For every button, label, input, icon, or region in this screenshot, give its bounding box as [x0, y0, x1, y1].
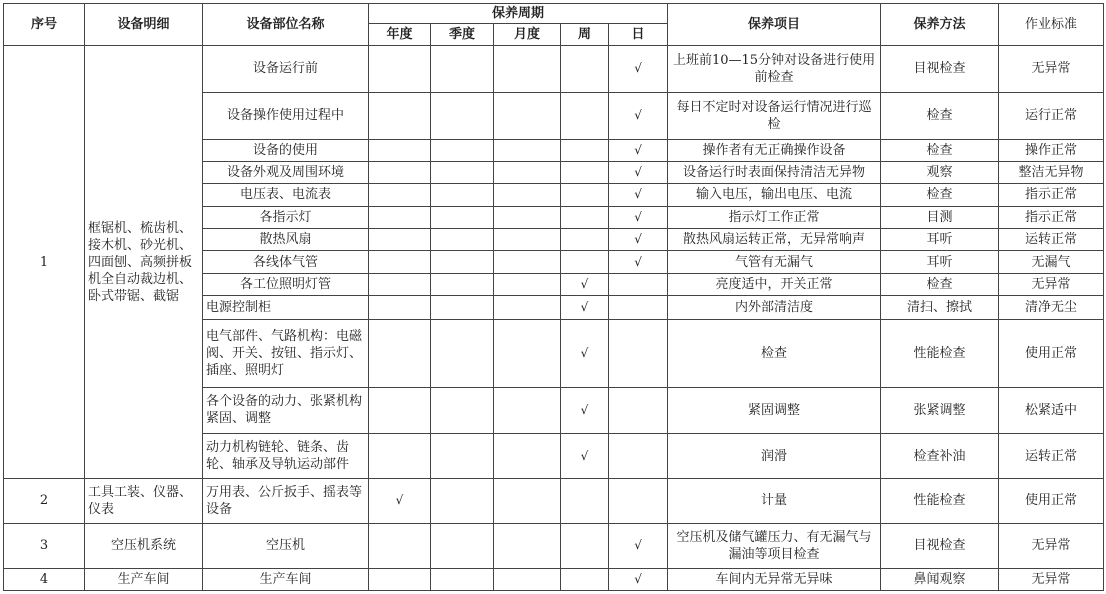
method-cell: 性能检查 — [881, 479, 999, 524]
standard-cell: 无异常 — [999, 568, 1104, 591]
cycle-cell-week — [561, 523, 609, 568]
part-cell: 设备操作使用过程中 — [203, 92, 369, 139]
standard-cell: 无异常 — [999, 46, 1104, 93]
seq-cell: 1 — [4, 46, 85, 479]
cycle-cell-quarter — [431, 273, 494, 295]
seq-cell: 4 — [4, 568, 85, 591]
standard-cell: 运转正常 — [999, 228, 1104, 250]
cycle-cell-day — [609, 434, 668, 479]
item-cell: 输入电压，输出电压、电流 — [668, 184, 881, 206]
cycle-cell-week — [561, 251, 609, 273]
header-cycle-day: 日 — [609, 24, 668, 46]
header-cycle-year: 年度 — [369, 24, 431, 46]
equipment-cell: 工具工装、仪器、仪表 — [85, 479, 203, 524]
header-method: 保养方法 — [881, 4, 999, 46]
seq-cell: 3 — [4, 523, 85, 568]
method-cell: 耳听 — [881, 228, 999, 250]
cycle-cell-quarter — [431, 184, 494, 206]
table-row — [4, 523, 1104, 568]
part-cell: 动力机构链轮、链条、齿轮、轴承及导轨运动部件 — [203, 434, 369, 479]
cycle-cell-quarter — [431, 46, 494, 93]
cycle-cell-year — [369, 184, 431, 206]
cycle-cell-quarter — [431, 92, 494, 139]
cycle-cell-month — [494, 434, 561, 479]
cycle-cell-month — [494, 206, 561, 228]
cycle-cell-month — [494, 251, 561, 273]
header-cycle-month: 月度 — [494, 24, 561, 46]
standard-cell: 运行正常 — [999, 92, 1104, 139]
item-cell: 气管有无漏气 — [668, 251, 881, 273]
method-cell: 目测 — [881, 206, 999, 228]
cycle-cell-month — [494, 139, 561, 161]
cycle-cell-week — [561, 568, 609, 591]
header-equipment: 设备明细 — [85, 4, 203, 46]
part-cell: 万用表、公斤扳手、摇表等设备 — [203, 479, 369, 524]
cycle-cell-day — [609, 273, 668, 295]
header-part: 设备部位名称 — [203, 4, 369, 46]
item-cell: 计量 — [668, 479, 881, 524]
item-cell: 紧固调整 — [668, 387, 881, 434]
cycle-cell-quarter — [431, 228, 494, 250]
standard-cell: 整洁无异物 — [999, 161, 1104, 183]
cycle-cell-week: √ — [561, 273, 609, 295]
item-cell: 空压机及储气罐压力、有无漏气与漏油等项目检查 — [668, 523, 881, 568]
cycle-cell-month — [494, 92, 561, 139]
equipment-cell: 空压机系统 — [85, 523, 203, 568]
header-seq: 序号 — [4, 4, 85, 46]
cycle-cell-year — [369, 206, 431, 228]
method-cell: 观察 — [881, 161, 999, 183]
standard-cell: 松紧适中 — [999, 387, 1104, 434]
part-cell: 电源控制柜 — [203, 296, 369, 320]
method-cell: 检查 — [881, 139, 999, 161]
cycle-cell-day — [609, 479, 668, 524]
method-cell: 目视检查 — [881, 46, 999, 93]
method-cell: 检查 — [881, 273, 999, 295]
cycle-cell-month — [494, 46, 561, 93]
table-row — [4, 568, 1104, 591]
cycle-cell-quarter — [431, 296, 494, 320]
cycle-cell-day: √ — [609, 139, 668, 161]
header-cycle-week: 周 — [561, 24, 609, 46]
cycle-cell-day: √ — [609, 161, 668, 183]
part-cell: 设备的使用 — [203, 139, 369, 161]
table-row — [4, 479, 1104, 524]
standard-cell: 无异常 — [999, 523, 1104, 568]
standard-cell: 指示正常 — [999, 206, 1104, 228]
cycle-cell-year — [369, 139, 431, 161]
method-cell: 检查 — [881, 92, 999, 139]
cycle-cell-year — [369, 320, 431, 387]
part-cell: 设备运行前 — [203, 46, 369, 93]
equipment-cell: 框锯机、梳齿机、接木机、砂光机、四面刨、高频拼板机全自动裁边机、卧式带锯、截锯 — [85, 46, 203, 479]
cycle-cell-week: √ — [561, 320, 609, 387]
item-cell: 车间内无异常无异味 — [668, 568, 881, 591]
cycle-cell-week: √ — [561, 296, 609, 320]
cycle-cell-day — [609, 296, 668, 320]
standard-cell: 无异常 — [999, 273, 1104, 295]
item-cell: 操作者有无正确操作设备 — [668, 139, 881, 161]
item-cell: 散热风扇运转正常，无异常响声 — [668, 228, 881, 250]
cycle-cell-week — [561, 46, 609, 93]
cycle-cell-year — [369, 228, 431, 250]
item-cell: 检查 — [668, 320, 881, 387]
part-cell: 设备外观及周围环境 — [203, 161, 369, 183]
header-standard: 作业标准 — [999, 4, 1104, 46]
method-cell: 性能检查 — [881, 320, 999, 387]
standard-cell: 操作正常 — [999, 139, 1104, 161]
cycle-cell-month — [494, 184, 561, 206]
method-cell: 检查补油 — [881, 434, 999, 479]
cycle-cell-quarter — [431, 139, 494, 161]
header-cycle: 保养周期 — [369, 4, 668, 24]
standard-cell: 清净无尘 — [999, 296, 1104, 320]
standard-cell: 指示正常 — [999, 184, 1104, 206]
standard-cell: 使用正常 — [999, 479, 1104, 524]
cycle-cell-quarter — [431, 568, 494, 591]
seq-cell: 2 — [4, 479, 85, 524]
cycle-cell-week — [561, 184, 609, 206]
item-cell: 内外部清洁度 — [668, 296, 881, 320]
item-cell: 亮度适中，开关正常 — [668, 273, 881, 295]
cycle-cell-day — [609, 320, 668, 387]
cycle-cell-week — [561, 479, 609, 524]
part-cell: 各个设备的动力、张紧机构紧固、调整 — [203, 387, 369, 434]
cycle-cell-day: √ — [609, 251, 668, 273]
cycle-cell-week — [561, 92, 609, 139]
cycle-cell-week: √ — [561, 387, 609, 434]
cycle-cell-month — [494, 161, 561, 183]
cycle-cell-week: √ — [561, 434, 609, 479]
method-cell: 张紧调整 — [881, 387, 999, 434]
part-cell: 空压机 — [203, 523, 369, 568]
item-cell: 每日不定时对设备运行情况进行巡检 — [668, 92, 881, 139]
cycle-cell-day: √ — [609, 184, 668, 206]
cycle-cell-month — [494, 273, 561, 295]
cycle-cell-quarter — [431, 479, 494, 524]
header-cycle-quarter: 季度 — [431, 24, 494, 46]
cycle-cell-week — [561, 161, 609, 183]
cycle-cell-year — [369, 296, 431, 320]
part-cell: 生产车间 — [203, 568, 369, 591]
cycle-cell-day — [609, 387, 668, 434]
cycle-cell-quarter — [431, 523, 494, 568]
cycle-cell-week — [561, 206, 609, 228]
method-cell: 耳听 — [881, 251, 999, 273]
method-cell: 鼻闻观察 — [881, 568, 999, 591]
standard-cell: 使用正常 — [999, 320, 1104, 387]
cycle-cell-quarter — [431, 251, 494, 273]
part-cell: 各工位照明灯管 — [203, 273, 369, 295]
cycle-cell-year — [369, 273, 431, 295]
method-cell: 目视检查 — [881, 523, 999, 568]
cycle-cell-quarter — [431, 387, 494, 434]
cycle-cell-year — [369, 46, 431, 93]
part-cell: 各线体气管 — [203, 251, 369, 273]
cycle-cell-year: √ — [369, 479, 431, 524]
cycle-cell-year — [369, 251, 431, 273]
cycle-cell-quarter — [431, 206, 494, 228]
item-cell: 指示灯工作正常 — [668, 206, 881, 228]
item-cell: 设备运行时表面保持清洁无异物 — [668, 161, 881, 183]
cycle-cell-week — [561, 139, 609, 161]
cycle-cell-day: √ — [609, 568, 668, 591]
cycle-cell-day: √ — [609, 46, 668, 93]
standard-cell: 运转正常 — [999, 434, 1104, 479]
method-cell: 清扫、擦拭 — [881, 296, 999, 320]
cycle-cell-day: √ — [609, 523, 668, 568]
cycle-cell-quarter — [431, 320, 494, 387]
cycle-cell-month — [494, 479, 561, 524]
item-cell: 润滑 — [668, 434, 881, 479]
cycle-cell-month — [494, 523, 561, 568]
equipment-cell: 生产车间 — [85, 568, 203, 591]
cycle-cell-year — [369, 434, 431, 479]
standard-cell: 无漏气 — [999, 251, 1104, 273]
cycle-cell-year — [369, 568, 431, 591]
cycle-cell-day: √ — [609, 92, 668, 139]
cycle-cell-quarter — [431, 434, 494, 479]
cycle-cell-month — [494, 568, 561, 591]
part-cell: 电气部件、气路机构：电磁阀、开关、按钮、指示灯、插座、照明灯 — [203, 320, 369, 387]
cycle-cell-year — [369, 92, 431, 139]
cycle-cell-month — [494, 228, 561, 250]
item-cell: 上班前10—15分钟对设备进行使用前检查 — [668, 46, 881, 93]
cycle-cell-month — [494, 296, 561, 320]
cycle-cell-quarter — [431, 161, 494, 183]
part-cell: 散热风扇 — [203, 228, 369, 250]
cycle-cell-year — [369, 161, 431, 183]
maintenance-table — [3, 3, 1104, 591]
cycle-cell-year — [369, 523, 431, 568]
part-cell: 各指示灯 — [203, 206, 369, 228]
part-cell: 电压表、电流表 — [203, 184, 369, 206]
cycle-cell-year — [369, 387, 431, 434]
method-cell: 检查 — [881, 184, 999, 206]
cycle-cell-month — [494, 387, 561, 434]
cycle-cell-month — [494, 320, 561, 387]
table-row — [4, 46, 1104, 93]
cycle-cell-day: √ — [609, 228, 668, 250]
header-item: 保养项目 — [668, 4, 881, 46]
cycle-cell-day: √ — [609, 206, 668, 228]
cycle-cell-week — [561, 228, 609, 250]
